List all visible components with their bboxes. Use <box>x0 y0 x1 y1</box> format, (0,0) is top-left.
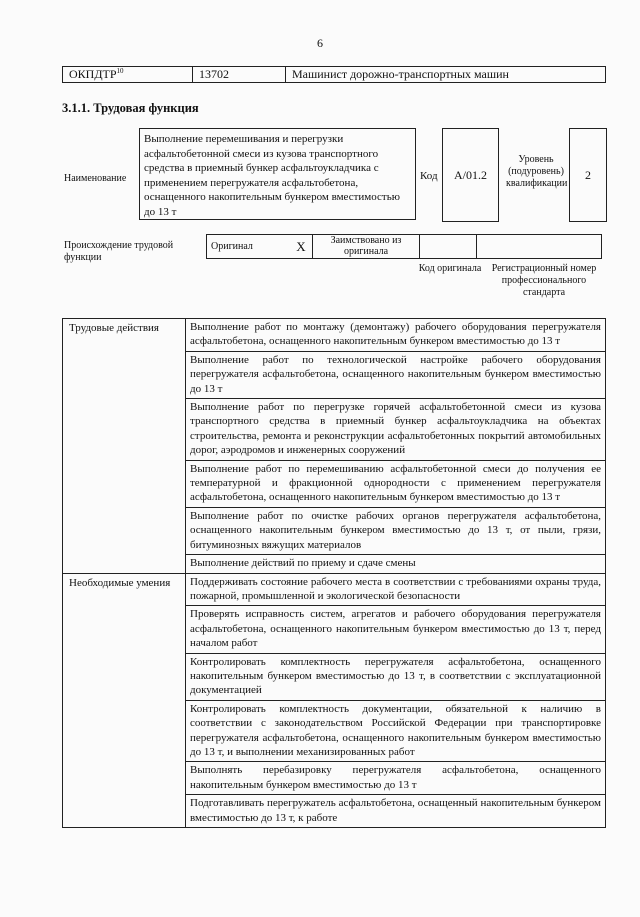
okpdtr-footnote: 10 <box>116 67 124 75</box>
labor-function-table <box>62 318 606 828</box>
skill-item: Контролировать комплектность перегружателя асфальтобетона, оснащенного накопительным бункером вместимостью до 13 т, в соответствии с эксплуатационной документацией <box>186 653 606 700</box>
skill-item: Контролировать комплектность документации, обязательной к наличию в соответствии с законодательством Российской Федерации при транспортировке перегружателя асфальтобетона, оснащенного накопительным бункером вместимостью до 13 т, и выполнении механизированных работ <box>186 700 606 762</box>
okpdtr-label-cell <box>63 67 193 83</box>
registration-caption: Регистрационный номер профессионального стандарта <box>491 263 597 298</box>
labor-action-item: Выполнение работ по очистке рабочих органов перегружателя асфальтобетона, оснащенного накопительным бункером вместимостью до 13 т, от пыли, грязи, битуминозных вяжущих материалов <box>186 507 606 554</box>
labor-action-item: Выполнение работ по монтажу (демонтажу) рабочего оборудования перегружателя асфальтобетона, оснащенного накопительным бункером вместимостью до 13 т <box>186 319 606 352</box>
function-code-box: А/01.2 <box>442 128 499 222</box>
level-box: 2 <box>569 128 607 222</box>
level-label: Уровень (подуровень) квалификации <box>506 154 568 189</box>
skill-item: Подготавливать перегружатель асфальтобетона, оснащенный накопительным бункером вместимостью до 13 т, к работе <box>186 795 606 828</box>
labor-action-item: Выполнение работ по технологической настройке рабочего оборудования перегружателя асфальтобетона, оснащенного накопительным бункером вместимостью до 13 т <box>186 351 606 398</box>
code-caption: Код оригинала <box>418 263 482 274</box>
original-label: Оригинал <box>207 235 291 259</box>
section-title: 3.1.1. Трудовая функция <box>62 101 199 115</box>
skill-item: Выполнять перебазировку перегружателя асфальтобетона, оснащенного накопительным бункером вместимостью до 13 т <box>186 762 606 795</box>
skill-item: Проверять исправность систем, агрегатов и рабочего оборудования перегружателя асфальтобетона, оснащенного накопительным бункером вместимостью до 13 т, перед началом работ <box>186 606 606 653</box>
skills-header: Необходимые умения <box>63 573 186 828</box>
page-number: 6 <box>317 36 323 50</box>
registration-number-cell <box>477 235 602 259</box>
okpdtr-name: Машинист дорожно-транспортных машин <box>286 67 606 83</box>
okpdtr-label: ОКПДТР <box>69 67 117 81</box>
function-name-box: Выполнение перемешивания и перегрузки асфальтобетонной смеси из кузова транспортного средства в приемный бункер асфальтоукладчика с применением перегружателя асфальтобетона, оснащенного накопительным бункером вместимостью до 13 т <box>139 128 416 220</box>
okpdtr-code: 13702 <box>193 67 286 83</box>
code-label: Код <box>420 170 438 182</box>
labor-action-item: Выполнение работ по перемешиванию асфальтобетонной смеси до получения ее температурной и фракционной однородности с применением перегружателя асфальтобетона, оснащенного накопительным бункером вместимостью до 13 т <box>186 460 606 507</box>
origin-table <box>206 234 602 259</box>
original-code-cell <box>420 235 477 259</box>
skill-item: Поддерживать состояние рабочего места в соответствии с требованиями охраны труда, пожарной, промышленной и экологической безопасности <box>186 573 606 606</box>
origin-label: Происхождение трудовой функции <box>64 240 174 263</box>
original-mark: X <box>290 235 313 259</box>
labor-action-item: Выполнение действий по приему и сдаче смены <box>186 555 606 573</box>
borrowed-label: Заимствовано из оригинала <box>313 235 420 259</box>
okpdtr-table <box>62 66 606 83</box>
labor-actions-header: Трудовые действия <box>63 319 186 574</box>
name-label: Наименование <box>64 173 127 184</box>
labor-action-item: Выполнение работ по перегрузке горячей асфальтобетонной смеси из кузова транспортного средства в приемный бункер асфальтоукладчика на объектах строительства, ремонта и реконструкции асфальтобетонных покрытий автомобильных дорог, аэродромов и инженерных сооружений <box>186 399 606 461</box>
